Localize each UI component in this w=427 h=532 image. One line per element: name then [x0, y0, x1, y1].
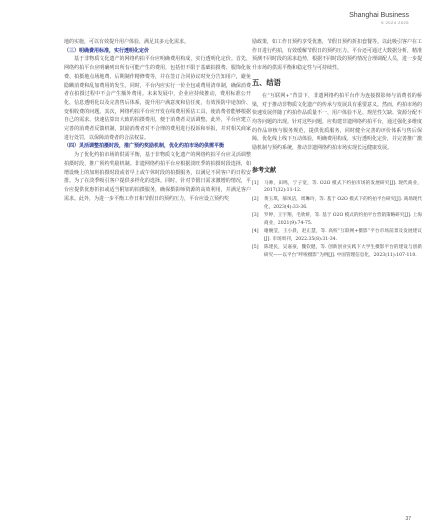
reference-item [252, 196, 422, 211]
reference-number: [4] [252, 229, 259, 235]
right-paragraph-0: 励政策，如工作日预约享受优惠，节假日预约折扣套餐等。以此吸引客户在工作日进行约拍，有效缓解节假日的预约压力。平台还可通过大数据分析，精准预测不同时段的需求趋势，根据不同时段的预约情况合理调配人员，进一步提升市场的供需平衡和稳定性与可持续性。 [252, 39, 423, 72]
reference-text: 黄玉琪，郝凤洁，周琳玲，等. 基于 O2O 模式下的约拍平台研究[J]. 商场现代化，2023(4):33-36. [264, 196, 422, 210]
right-column [252, 38, 422, 261]
reference-text: 罗婷，王宇翔，毛欣妍，等. 基于 O2O 模式的约拍平台营销策略研究[J]. 上海商业，2021(9):74-75. [264, 213, 422, 226]
reference-number: [3] [252, 213, 259, 219]
reference-text: 马帅，田鸣，宁子宽，等. O2O 模式下约拍市场的发展研究[J]. 现代商业，2017(32):11-12. [264, 180, 422, 194]
reference-number: [1] [252, 180, 259, 186]
reference-text: 谢婉莹，王小晨，赵正慧，等. 高校“互联网+摄影”平台市场前景及发展建议[J]. 市场周刊，2022.35(8):31-34. [264, 229, 422, 242]
section-title-conclusion: 五、结语 [252, 77, 281, 87]
journal-header [349, 12, 409, 25]
references-heading: 参考文献 [252, 167, 277, 174]
references-list [252, 180, 422, 260]
reference-item [252, 180, 422, 195]
reference-number: [2] [252, 196, 259, 202]
right-paragraph-1: 在“互联网+”背景下，非遗网络约拍平台作为连接摄影师与消费者的桥梁，对于推动非物质文化遗产的传承与发展具有重要意义。然而，约拍市场的快速发展伴随了约拍作品质量不一、用户体验不足、规范性欠缺、资源分配不均等问题的出现。针对这些问题，应构建非遗网络约拍平台，通过强化多维度的作品审核与服务规范，提供优质服务，同时健全完善的评价体系与售后保障，优化线上线下互动体验，明确费用构成，实行透明化定价，并完善推广激励机制与预约系统，推动非遗网络约拍市场实现长远健康发展。 [252, 92, 423, 152]
left-column [64, 38, 251, 203]
left-paragraph-2: 为了优化约拍市场的供需平衡，基于非物质文化遗产的网络约拍平台应灵活调整拍摄时段，推广预约奖励机制。非遗网络约拍平台应根据淡旺季的拍摄时段选择，如增设晚上的加班拍摄时段或者早上或午休时段的拍摄服务，以满足不同客户的日程安排。为了在淡季吸引客户提供多样化的选择。同时，针对节假日需求激增的情况，平台应提供优惠折扣或适当附加的拍摄服务，确保摄影师资源的高效利用，并满足客户需求。此外，为进一步平衡工作日和节假日的预约压力，平台应设立预约奖 [64, 152, 251, 202]
reference-number: [5] [252, 245, 259, 251]
reference-text: 陈建民，吴嘉豪，魏钦健，等. 创新创业实践下大学生摄影平台的建设与创新研究——以平台“呼啦摄影”为例[J]. 中国管理信息化，2023(11):107-110. [264, 245, 422, 259]
subsection-heading-4: （四）灵活调整拍摄时段，推广预约奖励机制，优化约拍市场的供需平衡 [64, 143, 225, 150]
subsection-heading-3: （三）明确费用标准，实行透明化定价 [64, 47, 150, 54]
journal-issue: 5 2024 2025 [381, 20, 409, 25]
left-paragraph-0: 地的实施，可以有效提升用户体验，满足其多元化需求。 [64, 39, 190, 45]
page-number: 37 [405, 516, 411, 522]
reference-item [252, 244, 422, 259]
left-paragraph-1: 基于非物质文化遗产的网络约拍平台应明确费用构成，实行透明化定价。首先，网络约拍平台应明确列出所有可能产生的费用，包括但不限于基础拍摄费、服饰化妆费、拍摄地点场地费、后期制作精修费等，并在签订合同协议时充分告知用户，避免隐瞒消费和乱加费用的发生。同时，平台内应实行一价全包或费用清单制，确保消费者在拍摄过程中不会产生额外费用。未来发展中，企业应持续推动，费用标准公开化、信息透明化以及完善售后体系，提升用户满意度和信任度，有效预防中途加价、变相收费的问题。其次，网络约拍平台应开发在线费用预估工具，使消费者能够根据自己的需求，快速估算出大致的拍摄费用，便于消费者灵活调整。此外，平台应建立完善的消费者反馈机制，鼓励消费者对不合理的费用进行投诉和举报，并对相关商家进行处罚，以保障消费者的合法权益。 [64, 56, 251, 141]
journal-name: Shanghai Business [349, 12, 409, 19]
reference-item [252, 228, 422, 243]
reference-item [252, 212, 422, 227]
